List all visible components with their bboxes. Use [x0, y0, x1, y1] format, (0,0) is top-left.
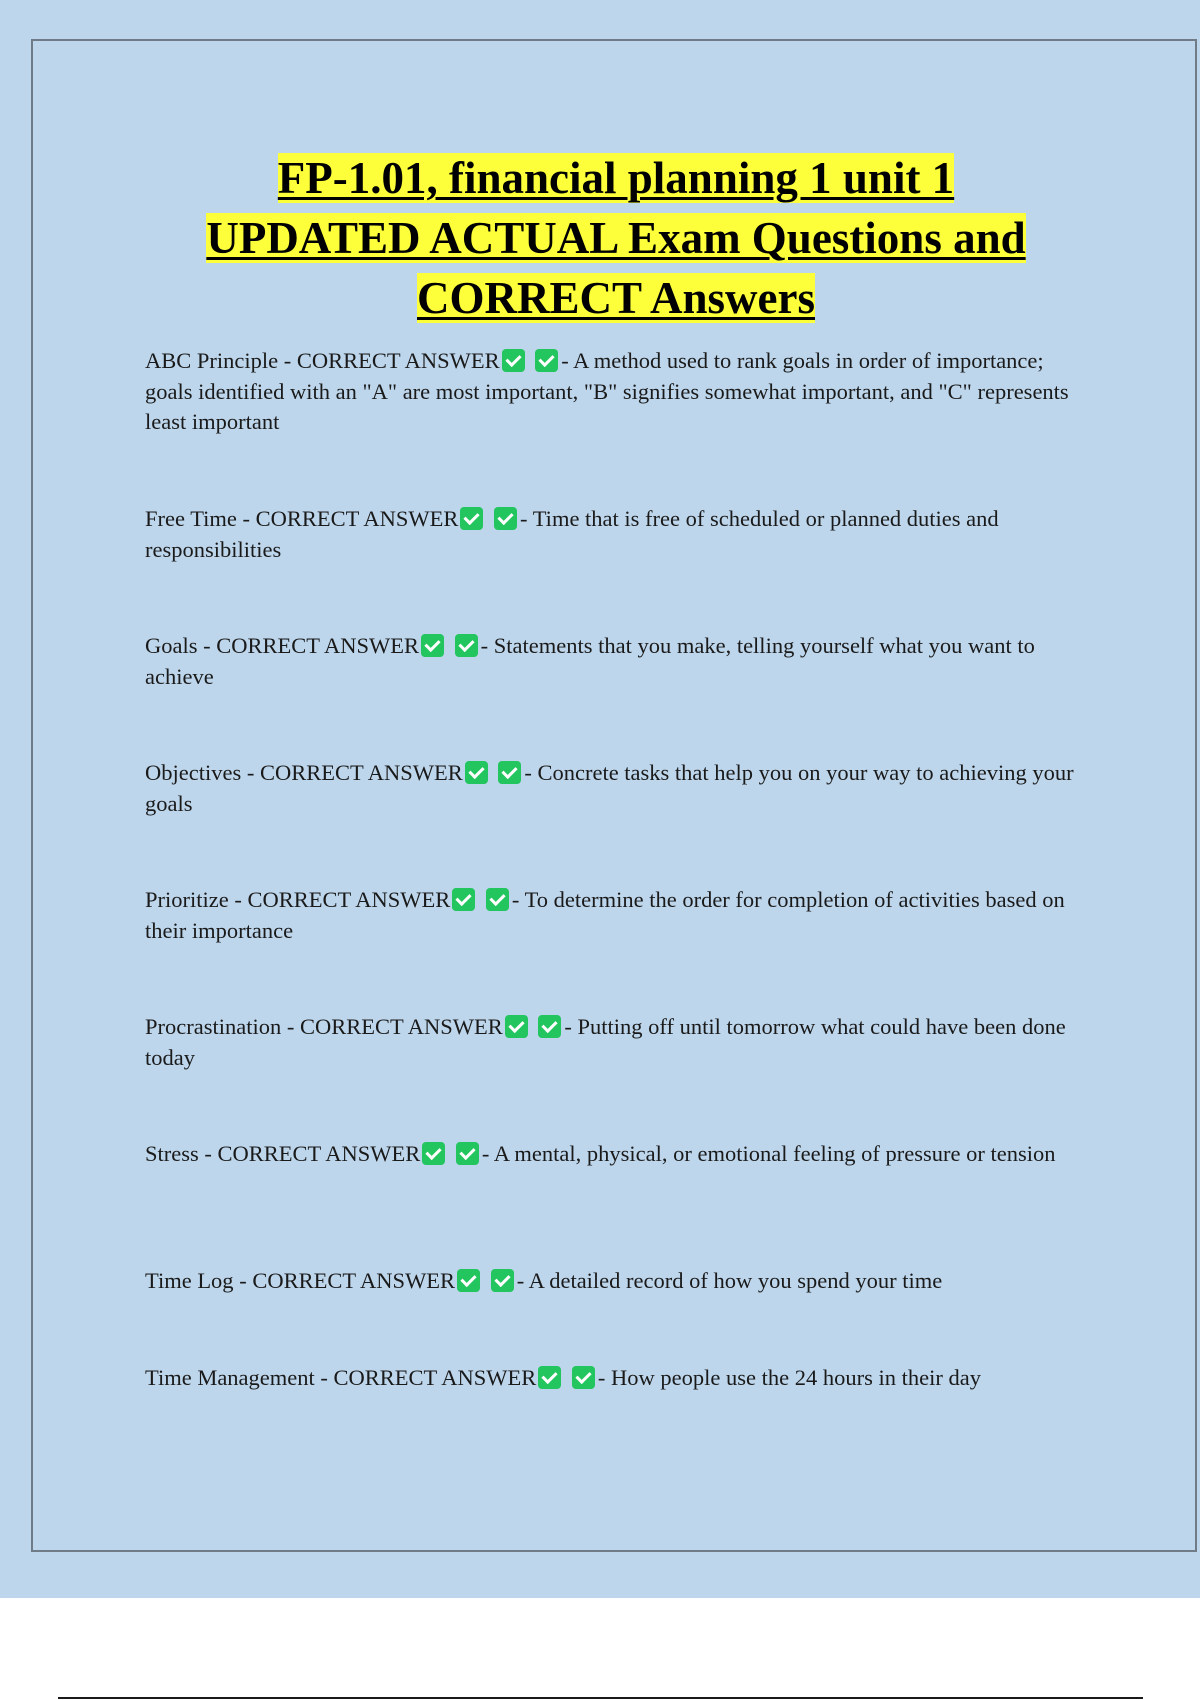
green-checkmark-icon: [491, 1269, 514, 1292]
entry-term: Time Management: [145, 1365, 315, 1390]
green-checkmark-icon: [460, 507, 483, 530]
entry-procrastination: Procrastination - CORRECT ANSWER - Putting off until tomorrow what could have been done today: [145, 1014, 1066, 1070]
entry-stress: Stress - CORRECT ANSWER - A mental, physical, or emotional feeling of pressure or tension: [145, 1141, 1056, 1166]
entry-term: Prioritize: [145, 887, 229, 912]
title-line-2: UPDATED ACTUAL Exam Questions and: [206, 213, 1026, 263]
entry-term: Stress: [145, 1141, 199, 1166]
green-checkmark-icon: [494, 507, 517, 530]
answer-marker: CORRECT ANSWER: [217, 1141, 421, 1166]
green-checkmark-icon: [455, 634, 478, 657]
answer-marker: CORRECT ANSWER: [333, 1365, 537, 1390]
entry-term: Goals: [145, 633, 198, 658]
entry-definition: Time that is free of scheduled or planned duties and responsibilities: [145, 506, 999, 562]
green-checkmark-icon: [457, 1269, 480, 1292]
entry-term: Objectives: [145, 760, 242, 785]
green-checkmark-icon: [572, 1366, 595, 1389]
answer-marker: CORRECT ANSWER: [255, 506, 459, 531]
answer-marker: CORRECT ANSWER: [296, 348, 500, 373]
green-checkmark-icon: [505, 1015, 528, 1038]
entry-term: Free Time: [145, 506, 237, 531]
entry-time-management: Time Management - CORRECT ANSWER - How people use the 24 hours in their day: [145, 1365, 981, 1390]
entry-definition: A mental, physical, or emotional feeling of pressure or tension: [493, 1141, 1056, 1166]
answer-marker: CORRECT ANSWER: [252, 1268, 456, 1293]
footer-rule: [58, 1697, 1143, 1699]
entry-definition: A detailed record of how you spend your time: [528, 1268, 943, 1293]
green-checkmark-icon: [538, 1366, 561, 1389]
entry-definition: Concrete tasks that help you on your way to achieving your goals: [145, 760, 1074, 816]
entry-term: ABC Principle: [145, 348, 279, 373]
green-checkmark-icon: [465, 761, 488, 784]
answer-marker: CORRECT ANSWER: [299, 1014, 503, 1039]
entry-definition: To determine the order for completion of activities based on their importance: [145, 887, 1065, 943]
entry-time-log: Time Log - CORRECT ANSWER - A detailed record of how you spend your time: [145, 1268, 943, 1293]
answer-marker: CORRECT ANSWER: [247, 887, 451, 912]
green-checkmark-icon: [456, 1142, 479, 1165]
entry-definition: How people use the 24 hours in their day: [611, 1365, 981, 1390]
title-line-3: CORRECT Answers: [417, 273, 815, 323]
entry-prioritize: Prioritize - CORRECT ANSWER - To determine the order for completion of activities based on their importance: [145, 887, 1065, 943]
entry-free-time: Free Time - CORRECT ANSWER - Time that is free of scheduled or planned duties and responsibilities: [145, 506, 999, 562]
entry-term: Procrastination: [145, 1014, 282, 1039]
entry-definition: A method used to rank goals in order of importance; goals identified with an "A" are most important, "B" signifies somewhat important, and "C" represents least important: [145, 348, 1069, 434]
green-checkmark-icon: [452, 888, 475, 911]
answer-marker: CORRECT ANSWER: [259, 760, 463, 785]
entry-definition: Putting off until tomorrow what could have been done today: [145, 1014, 1066, 1070]
green-checkmark-icon: [535, 349, 558, 372]
green-checkmark-icon: [498, 761, 521, 784]
green-checkmark-icon: [422, 1142, 445, 1165]
entry-objectives: Objectives - CORRECT ANSWER - Concrete tasks that help you on your way to achieving your goals: [145, 760, 1074, 816]
entry-abc-principle: ABC Principle - CORRECT ANSWER - A method used to rank goals in order of importance; goals identified with an "A" are most important, "B" signifies somewhat important, and "C" represents least important: [145, 348, 1069, 434]
entry-goals: Goals - CORRECT ANSWER - Statements that you make, telling yourself what you want to achieve: [145, 633, 1035, 689]
green-checkmark-icon: [538, 1015, 561, 1038]
green-checkmark-icon: [486, 888, 509, 911]
document-title: [100, 148, 1132, 328]
answer-marker: CORRECT ANSWER: [216, 633, 419, 658]
green-checkmark-icon: [421, 634, 444, 657]
title-line-1: FP-1.01, financial planning 1 unit 1: [277, 153, 955, 203]
entry-definition: Statements that you make, telling yourself what you want to achieve: [145, 633, 1035, 689]
green-checkmark-icon: [502, 349, 525, 372]
entry-term: Time Log: [145, 1268, 234, 1293]
